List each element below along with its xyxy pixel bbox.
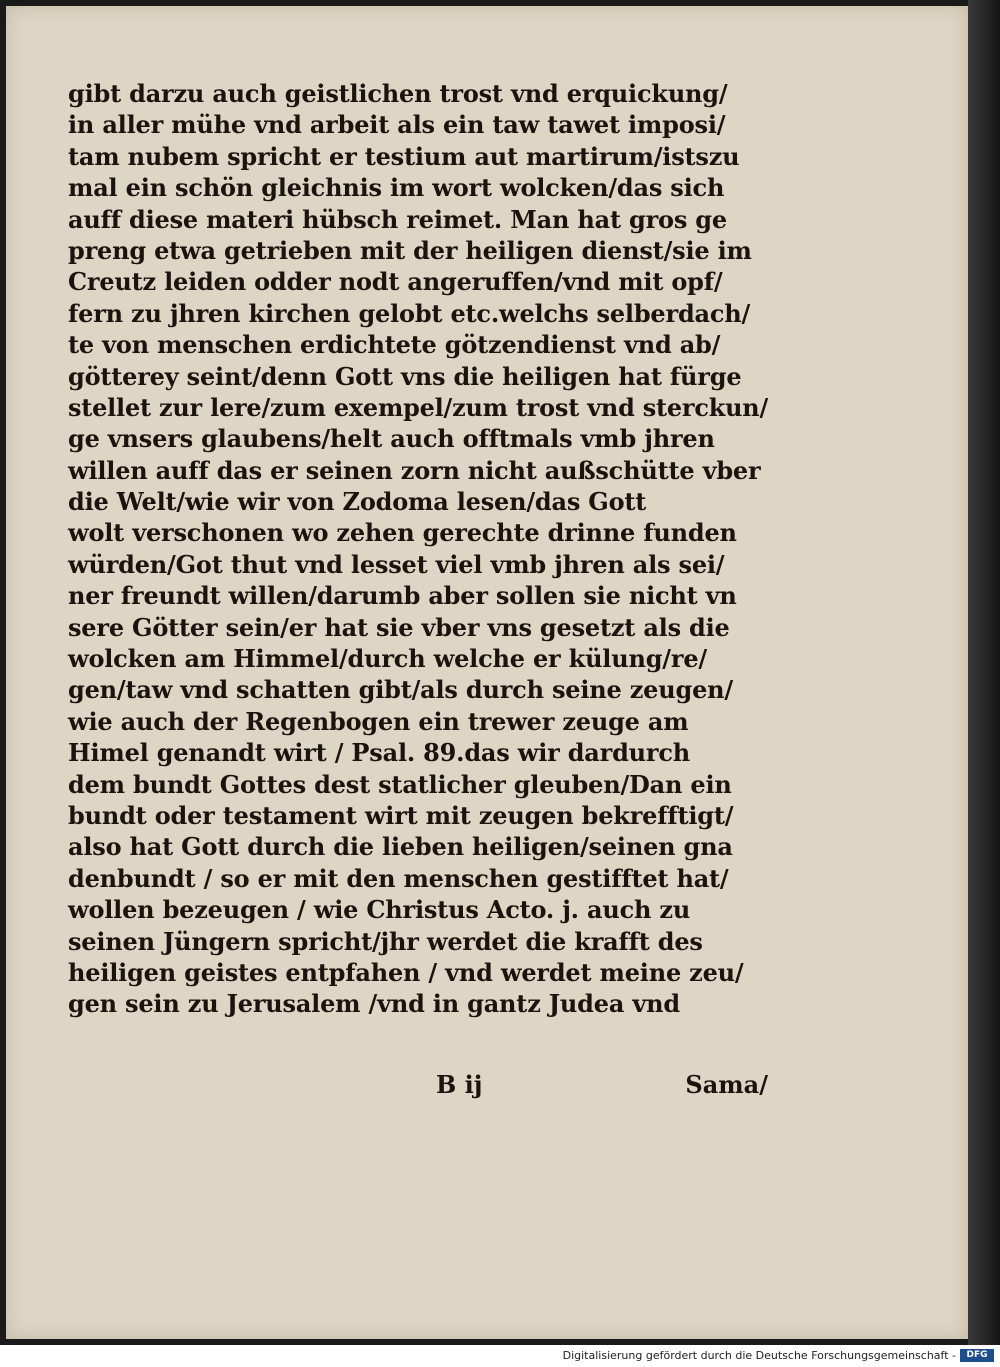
text-line: denbundt / so er mit den menschen gestifftet hat/ (68, 863, 729, 893)
text-line: wolt verschonen wo zehen gerechte drinne funden (68, 518, 737, 548)
dfg-logo-icon: DFG (960, 1349, 994, 1362)
text-line: preng etwa getrieben mit der heiligen dienst/sie im (68, 235, 752, 265)
text-line: also hat Gott durch die lieben heiligen/seinen gna (68, 832, 733, 862)
text-line: fern zu jhren kirchen gelobt etc.welchs selberdach/ (68, 298, 751, 328)
text-line: die Welt/wie wir von Zodoma lesen/das Gott (68, 487, 647, 517)
text-line: wie auch der Regenbogen ein trewer zeuge am (68, 706, 689, 736)
text-line: ner freundt willen/darumb aber sollen sie nicht vn (68, 581, 737, 611)
page-edge-shadow (968, 0, 1000, 1345)
text-line: te von menschen erdichtete götzendienst vnd ab/ (68, 330, 721, 360)
text-line: würden/Got thut vnd lesset viel vmb jhren als sei/ (68, 549, 725, 579)
text-line: Himel genandt wirt / Psal. 89.das wir dardurch (68, 738, 691, 768)
text-line: auff diese materi hübsch reimet. Man hat gros ge (68, 204, 727, 234)
text-line: gen sein zu Jerusalem /vnd in gantz Judea vnd (68, 989, 680, 1019)
text-line: bundt oder testament wirt mit zeugen bekrefftigt/ (68, 800, 734, 830)
text-line: gen/taw vnd schatten gibt/als durch seine zeugen/ (68, 675, 733, 705)
text-line: götterey seint/denn Gott vns die heiligen hat fürge (68, 361, 742, 391)
page-foot-line (68, 1068, 768, 1102)
body-text (68, 78, 768, 1020)
text-line: ge vnsers glaubens/helt auch offtmals vmb jhren (68, 424, 715, 454)
text-line: heiligen geistes entpfahen / vnd werdet meine zeu/ (68, 957, 744, 987)
catchword: Sama/ (685, 1070, 768, 1099)
text-line: gibt darzu auch geistlichen trost vnd erquickung/ (68, 79, 728, 108)
text-line: sere Götter sein/er hat sie vber vns gesetzt als die (68, 612, 730, 642)
funding-credit: Digitalisierung gefördert durch die Deutsche Forschungsgemeinschaft - (562, 1349, 956, 1362)
text-line: tam nubem spricht er testium aut martirum/istszu (68, 141, 740, 171)
text-line: stellet zur lere/zum exempel/zum trost vnd sterckun/ (68, 392, 769, 422)
text-line: wolcken am Himmel/durch welche er külung/re/ (68, 644, 707, 674)
text-line: dem bundt Gottes dest statlicher gleuben/Dan ein (68, 769, 732, 799)
text-line: willen auff das er seinen zorn nicht außschütte vber (68, 455, 761, 485)
text-line: in aller mühe vnd arbeit als ein taw tawet imposi/ (68, 110, 726, 140)
text-line: mal ein schön gleichnis im wort wolcken/das sich (68, 173, 725, 203)
signature-mark: B ij (436, 1070, 483, 1099)
book-page (6, 6, 968, 1339)
text-line: seinen Jüngern spricht/jhr werdet die krafft des (68, 926, 703, 956)
footer-bar (0, 1345, 1000, 1367)
text-line: wollen bezeugen / wie Christus Acto. j. auch zu (68, 895, 691, 925)
text-line: Creutz leiden odder nodt angeruffen/vnd mit opf/ (68, 267, 723, 297)
